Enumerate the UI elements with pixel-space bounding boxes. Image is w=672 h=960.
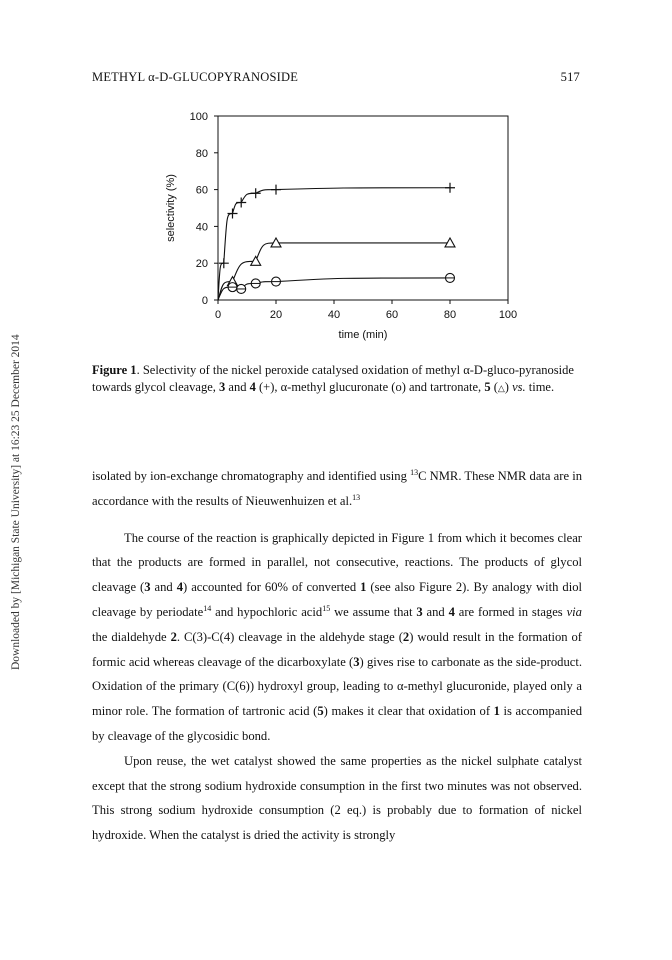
paragraph-3: Upon reuse, the wet catalyst showed the same properties as the nickel sulphate catalyst except that the strong sodium hydroxide consumption in the first two minutes was not observed. This strong sodium hydroxide consumption (2 eq.) is probably due to formation of nickel hydroxide. When the catalyst is dried the activity is strongly	[92, 753, 582, 843]
page-number: 517	[560, 70, 580, 84]
compound-number: 2	[170, 629, 177, 644]
text-run: the dialdehyde	[92, 629, 171, 644]
download-watermark	[2, 290, 22, 670]
text-run: ) makes it clear that oxidation of	[323, 704, 494, 719]
caption-label: Figure 1	[92, 363, 137, 377]
compound-number: 5	[317, 704, 324, 719]
caption-vs: vs.	[512, 379, 526, 394]
y-tick-label: 60	[195, 184, 208, 197]
y-tick-label: 80	[195, 147, 208, 160]
body-text	[92, 464, 582, 848]
x-tick-label: 100	[498, 309, 518, 321]
x-axis-label: time (min)	[338, 329, 388, 341]
figure-1	[150, 104, 530, 352]
text-run: and	[150, 580, 177, 595]
y-tick-label: 40	[195, 221, 208, 234]
x-tick-label: 40	[327, 309, 341, 321]
caption-text: (	[490, 379, 498, 394]
caption-text: and	[225, 379, 250, 394]
caption-text: time.	[525, 379, 555, 394]
text-run: ) gives rise to carbonate as the side-product. Oxidation of the primary (C(6)) hydroxyl group, leading to α-methyl glucuronide, played only a minor role. The formation of tartronic acid (	[92, 654, 582, 719]
italic-text: via	[566, 604, 582, 619]
y-axis-label: selectivity (%)	[165, 174, 177, 242]
caption-text: )	[504, 379, 513, 394]
triangle-symbol: △	[497, 382, 505, 393]
plot-frame	[218, 116, 508, 300]
plus-marker	[445, 183, 455, 193]
compound-number: 4	[176, 580, 183, 595]
text-run: we assume that	[330, 604, 417, 619]
text-run: The course of the reaction is graphically depicted in Figure 1 from which it becomes clear that the products are formed in parallel, not consecutive, reactions. The products of glycol cleavage (	[92, 530, 582, 595]
text-run: and hypochloric acid	[211, 604, 323, 619]
paragraph-1	[92, 464, 582, 514]
plus-marker	[271, 185, 281, 195]
plus-marker	[236, 197, 246, 207]
y-tick-label: 20	[195, 258, 208, 271]
text-run: ) accounted for 60% of converted	[183, 580, 361, 595]
compound-number: 3	[144, 580, 151, 595]
y-tick-label: 0	[201, 295, 208, 307]
selectivity-chart	[150, 104, 530, 352]
compound-number: 3	[416, 604, 423, 619]
plus-marker	[251, 188, 261, 198]
caption-text: (+), α-methyl glucuronate (o) and tartronate,	[255, 379, 485, 394]
text-run: (see also Figure 2). By analogy with diol cleavage by periodate	[92, 580, 582, 619]
superscript: 13	[410, 467, 419, 477]
reference-superscript: 13	[352, 492, 361, 502]
text-run: ) would result in the formation of formic acid whereas cleavage of the dicarboxylate (	[92, 629, 582, 669]
figure-caption	[92, 362, 582, 396]
caption-compound: 3	[219, 379, 226, 394]
compound-number: 1	[493, 704, 500, 719]
text-run: and	[422, 604, 449, 619]
compound-number: 3	[353, 654, 360, 669]
running-header	[92, 70, 580, 90]
x-tick-label: 60	[385, 309, 399, 321]
y-tick-label: 100	[189, 111, 208, 123]
compound-number: 2	[402, 629, 410, 644]
compound-number: 1	[360, 580, 367, 595]
caption-compound: 4	[249, 379, 256, 394]
running-title: METHYL α-D-GLUCOPYRANOSIDE	[92, 70, 299, 84]
text-run: C NMR. These NMR data are in accordance with the results of Nieuwenhuizen et al.	[92, 469, 583, 508]
caption-compound: 5	[484, 379, 491, 394]
download-note: Downloaded by [Michigan State University] at 16:23 25 December 2014	[10, 334, 22, 670]
compound-number: 4	[448, 604, 455, 619]
x-tick-label: 0	[214, 309, 222, 321]
series-line	[218, 243, 450, 300]
caption-text: . Selectivity of the nickel peroxide catalysed oxidation of methyl α-D-gluco-pyranoside towards glycol cleavage,	[92, 363, 574, 394]
text-run: are formed in stages	[454, 604, 567, 619]
x-tick-label: 20	[269, 309, 283, 321]
text-run: is accompanied by cleavage of the glycosidic bond.	[92, 704, 582, 743]
x-tick-label: 80	[443, 309, 457, 321]
text-run: . C(3)-C(4) cleavage in the aldehyde stage (	[176, 629, 403, 644]
reference-superscript: 15	[322, 603, 331, 613]
plus-marker	[228, 209, 238, 219]
reference-superscript: 14	[203, 603, 212, 613]
text-run: isolated by ion-exchange chromatography and identified using	[92, 469, 411, 483]
paragraph-2	[92, 526, 582, 749]
